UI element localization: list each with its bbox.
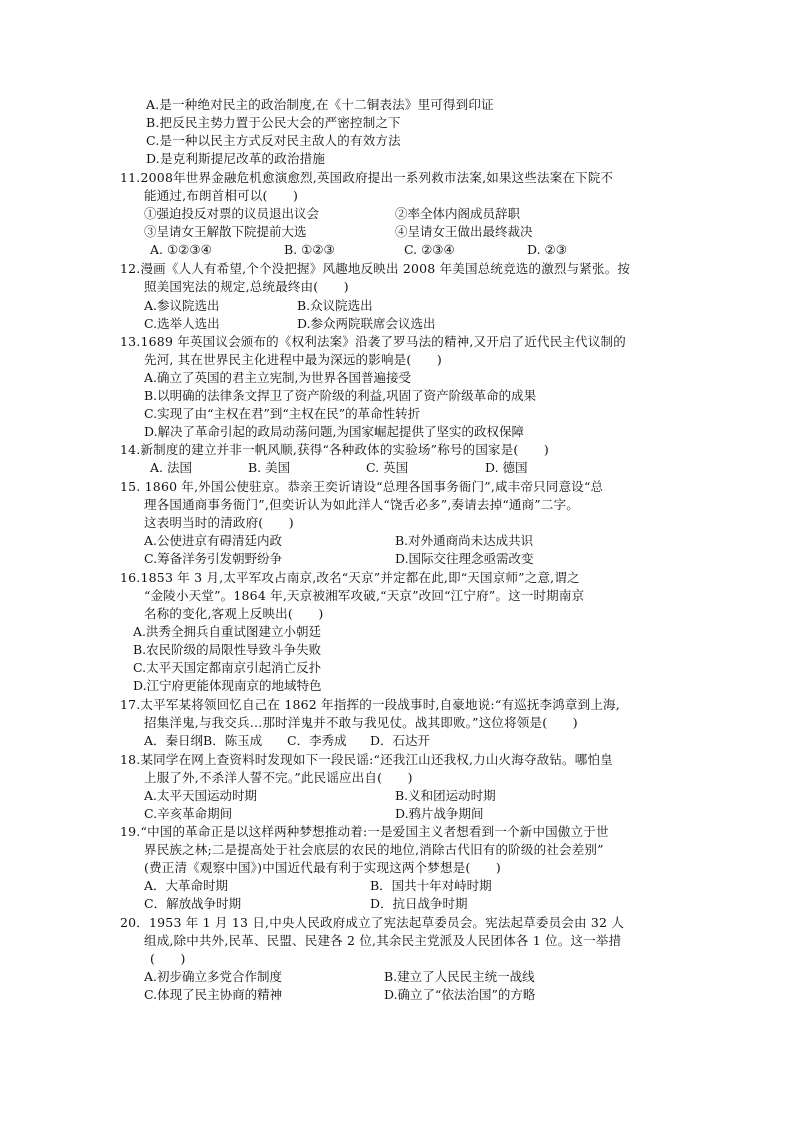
q18-stem-line-1: 18.某同学在网上查资料时发现如下一段民谣:“还我江山还我权,力山火海夺敌钻。哪怕皇 — [120, 752, 613, 767]
q12-stem-line-2: 照美国宪法的规定,总统最终由( ) — [144, 279, 349, 294]
q20-stem-line-2: 组成,除中共外,民革、民盟、民建各 2 位,其余民主党派及人民团体各 1 位。这一举措 — [144, 933, 622, 948]
q15-option-a: A.公使进京有碍清廷内政 — [144, 533, 283, 548]
q12-option-d: D.参众两院联席会议选出 — [297, 316, 436, 331]
q18-stem-line-2: 上服了外,不杀洋人誓不完。”此民谣应出自( ) — [144, 770, 413, 785]
q13-option-b: B.以明确的法律条文捍卫了资产阶级的利益,巩固了资产阶级革命的成果 — [144, 388, 537, 403]
q16-option-c: C.太平天国定都南京引起消亡反扑 — [133, 660, 322, 675]
q12-stem-line-1: 12.漫画《人人有希望,个个没把握》风趣地反映出 2008 年美国总统竞选的激烈与紧张。按 — [120, 261, 631, 276]
q11-option-a: A. ①②③④ — [150, 242, 212, 257]
q16-option-d: D.江宁府更能体现南京的地域特色 — [133, 678, 322, 693]
q19-option-b: B．国共十年对峙时期 — [370, 878, 492, 893]
q16-stem-line-3: 名称的变化,客观上反映出( ) — [144, 606, 324, 621]
q16-stem-line-2: “金陵小天堂”。1864 年,天京被湘军攻破,“天京”改回“江宁府”。这一时期南京 — [144, 588, 585, 603]
q15-stem-line-3: 这表明当时的清政府( ) — [144, 515, 294, 530]
q13-option-d: D.解决了革命引起的政局动荡问题,为国家崛起提供了坚实的政权保障 — [144, 424, 525, 439]
q18-option-d: D.鸦片战争期间 — [395, 806, 484, 821]
q17-option-d: D．石达开 — [370, 733, 431, 748]
q11-stem-line-2: 能通过,布朗首相可以( ) — [144, 188, 299, 203]
q15-option-b: B.对外通商尚未达成共识 — [395, 533, 534, 548]
q17-stem-line-2: 招集洋鬼,与我交兵…那时洋鬼并不敢与我见仗。战其即败。”这位将领是( ) — [144, 715, 578, 730]
q19-option-a: A．大革命时期 — [144, 878, 229, 893]
q19-option-d: D．抗日战争时期 — [370, 896, 468, 911]
q20-option-b: B.建立了人民民主统一战线 — [384, 969, 535, 984]
q19-stem-line-1: 19.“中国的革命正是以这样两种梦想推动着:一是爱国主义者想看到一个新中国傲立于世 — [120, 824, 609, 839]
q13-option-a: A.确立了英国的君主立宪制,为世界各国普遍接受 — [144, 370, 411, 385]
q16-stem-line-1: 16.1853 年 3 月,太平军攻占南京,改名“天京”并定都在此,即“天国京师”之意,谓之 — [120, 570, 580, 585]
q18-option-c: C.辛亥革命期间 — [144, 806, 233, 821]
q15-stem-line-1: 15. 1860 年,外国公使驻京。恭亲王奕䜣请设“总理各国事务衙门”,咸丰帝只同意设“总 — [120, 479, 604, 494]
q11-item-1: ①强迫投反对票的议员退出议会 — [144, 206, 320, 221]
q11-item-3: ③呈请女王解散下院提前大选 — [144, 224, 307, 239]
q18-option-b: B.义和团运动时期 — [395, 788, 496, 803]
q10-option-c: C.是一种以民主方式反对民主敌人的有效方法 — [146, 133, 401, 148]
q20-stem-line-3: ( ) — [150, 951, 186, 966]
q14-option-b: B. 美国 — [248, 460, 291, 475]
q10-option-b: B.把反民主势力置于公民大会的严密控制之下 — [146, 115, 401, 130]
q17-stem-line-1: 17.太平军某将领回忆自己在 1862 年指挥的一段战事时,自豪地说:“有巡抚李鸿章到上海, — [120, 697, 620, 712]
q13-stem-line-2: 先河, 其在世界民主化进程中最为深远的影响是( ) — [144, 352, 442, 367]
q11-option-c: C. ②③④ — [404, 242, 455, 257]
q12-option-c: C.选举人选出 — [144, 316, 220, 331]
q11-item-4: ④呈请女王做出最终裁决 — [395, 224, 533, 239]
q15-stem-line-2: 理各国通商事务衙门”,但奕䜣认为如此洋人“饶舌必多”,奏请去掉“通商”二字。 — [144, 497, 579, 512]
q10-option-d: D.是克利斯提尼改革的政治措施 — [146, 151, 326, 166]
q10-option-a: A.是一种绝对民主的政治制度,在《十二铜表法》里可得到印证 — [146, 97, 494, 112]
q12-option-a: A.参议院选出 — [144, 298, 220, 313]
q11-item-2: ②率全体内阁成员辞职 — [395, 206, 521, 221]
q12-option-b: B.众议院选出 — [297, 298, 373, 313]
q14-option-d: D. 德国 — [485, 460, 528, 475]
q11-option-d: D. ②③ — [527, 242, 567, 257]
q19-option-c: C．解放战争时期 — [144, 896, 242, 911]
q19-stem-line-3: (费正清《观察中国》)中国近代最有利于实现这两个梦想是( ) — [144, 860, 501, 875]
q11-option-b: B. ①②③ — [284, 242, 335, 257]
q11-stem-line-1: 11.2008年世界金融危机愈演愈烈,英国政府提出一系列救市法案,如果这些法案在下院不 — [120, 170, 614, 185]
q13-option-c: C.实现了由“主权在君”到“主权在民”的革命性转折 — [144, 406, 421, 421]
q19-stem-line-2: 界民族之林;二是提高处于社会底层的农民的地位,消除古代旧有的阶级的社会差别” — [144, 842, 604, 857]
q14-stem: 14.新制度的建立并非一帆风顺,获得“各种政体的实验场”称号的国家是( ) — [120, 442, 549, 457]
q16-option-b: B.农民阶级的局限性导致斗争失败 — [133, 642, 322, 657]
q20-option-c: C.体现了民主协商的精神 — [144, 987, 283, 1002]
q18-option-a: A.太平天国运动时期 — [144, 788, 258, 803]
q14-option-c: C. 英国 — [366, 460, 409, 475]
q20-option-a: A.初步确立多党合作制度 — [144, 969, 283, 984]
q16-option-a: A.洪秀全拥兵自重试图建立小朝廷 — [133, 624, 322, 639]
q13-stem-line-1: 13.1689 年英国议会颁布的《权利法案》沿袭了罗马法的精神,又开启了近代民主代议制的 — [120, 334, 626, 349]
q20-stem-line-1: 20．1953 年 1 月 13 日,中央人民政府成立了宪法起草委员会。宪法起草委员会由 32 人 — [120, 915, 625, 930]
q17-option-ab: A．秦日纲B．陈玉成 — [144, 733, 263, 748]
q14-option-a: A. 法国 — [150, 460, 192, 475]
q15-option-d: D.国际交往理念亟需改变 — [395, 551, 534, 566]
q20-option-d: D.确立了“依法治国”的方略 — [384, 987, 536, 1002]
q17-option-c: C．李秀成 — [287, 733, 347, 748]
q15-option-c: C.筹备洋务引发朝野纷争 — [144, 551, 283, 566]
